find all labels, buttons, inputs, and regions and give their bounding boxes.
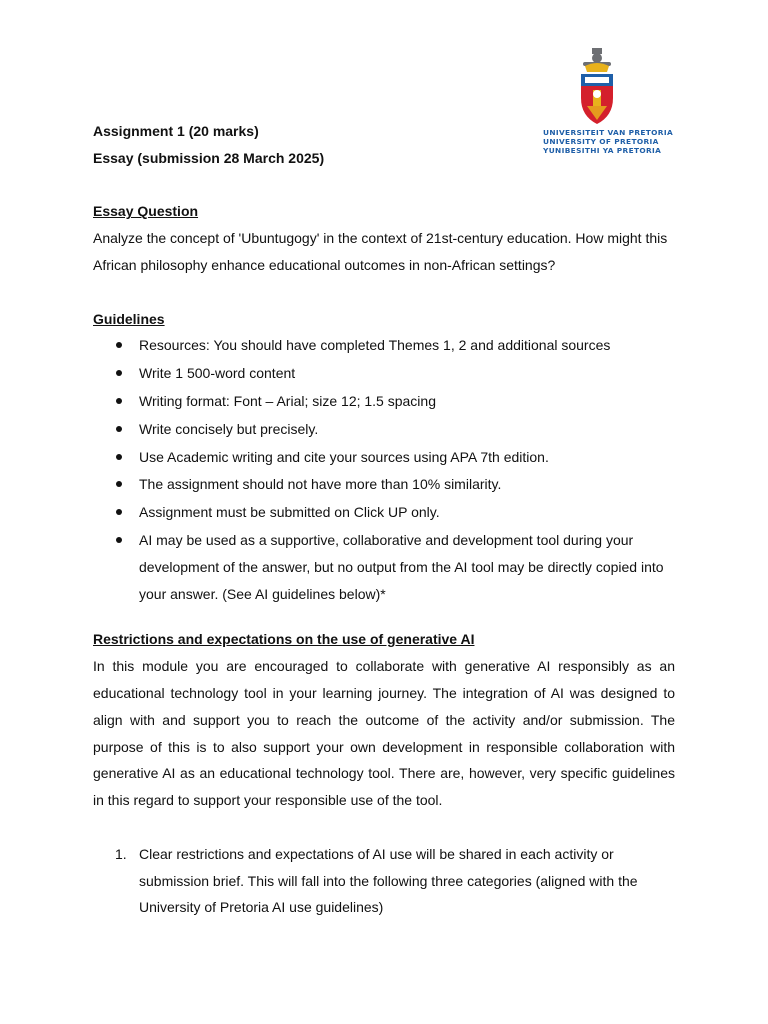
spacer [93,172,675,199]
guideline-item: Use Academic writing and cite your sources using APA 7th edition. [93,444,675,471]
guidelines-heading: Guidelines [93,310,165,327]
guideline-item: The assignment should not have more than 10% similarity. [93,471,675,498]
essay-question-heading: Essay Question [93,203,199,220]
spacer [93,279,675,306]
essay-submission-line: Essay (submission 28 March 2025) [93,149,325,166]
coat-of-arms-icon [575,46,619,128]
assignment-title: Assignment 1 (20 marks) [93,123,259,139]
spacer [93,814,675,841]
guideline-item: Resources: You should have completed Themes 1, 2 and additional sources [93,332,675,359]
guideline-item: Assignment must be submitted on Click UP only. [93,499,675,526]
restrictions-paragraph: In this module you are encouraged to collaborate with generative AI responsibly as an educational technology tool in your learning journey. The integration of AI was designed to align with and support you to reach the outcome of the activity and/or submission. The purpose of this is to also support your own development in responsible collaboration with generative AI as an educational technology tool. There are, however, very specific guidelines in this regard to support your responsible use of the tool. [93,658,675,809]
guideline-item: Write concisely but precisely. [93,416,675,443]
guideline-item: Writing format: Font – Arial; size 12; 1.5 spacing [93,388,675,415]
numbered-item-number: 1. [115,845,127,862]
guidelines-list [93,332,675,607]
document-body [93,118,675,921]
spacer [93,608,675,626]
guideline-item: AI may be used as a supportive, collaborative and development tool during your development of the answer, but no output from the AI tool may be directly copied into your answer. (See AI guidelines below)* [93,527,675,607]
essay-question-text: Analyze the concept of 'Ubuntugogy' in the context of 21st-century education. How might this African philosophy enhance educational outcomes in non-African settings? [93,230,668,273]
logo-line-afrikaans: UNIVERSITEIT VAN PRETORIA [543,128,674,137]
numbered-item-text: Clear restrictions and expectations of AI use will be shared in each activity or submission brief. This will fall into the following three categories (aligned with the University of Pretoria AI use guidelines) [139,845,638,916]
guideline-item: Write 1 500-word content [93,360,675,387]
logo-line-english: UNIVERSITY OF PRETORIA [543,137,659,146]
restrictions-heading: Restrictions and expectations on the use of generative AI [93,631,475,648]
numbered-item [93,841,675,921]
logo-line-sepedi: YUNIBESITHI YA PRETORIA [543,146,662,155]
restrictions-numbered-list [93,841,675,921]
